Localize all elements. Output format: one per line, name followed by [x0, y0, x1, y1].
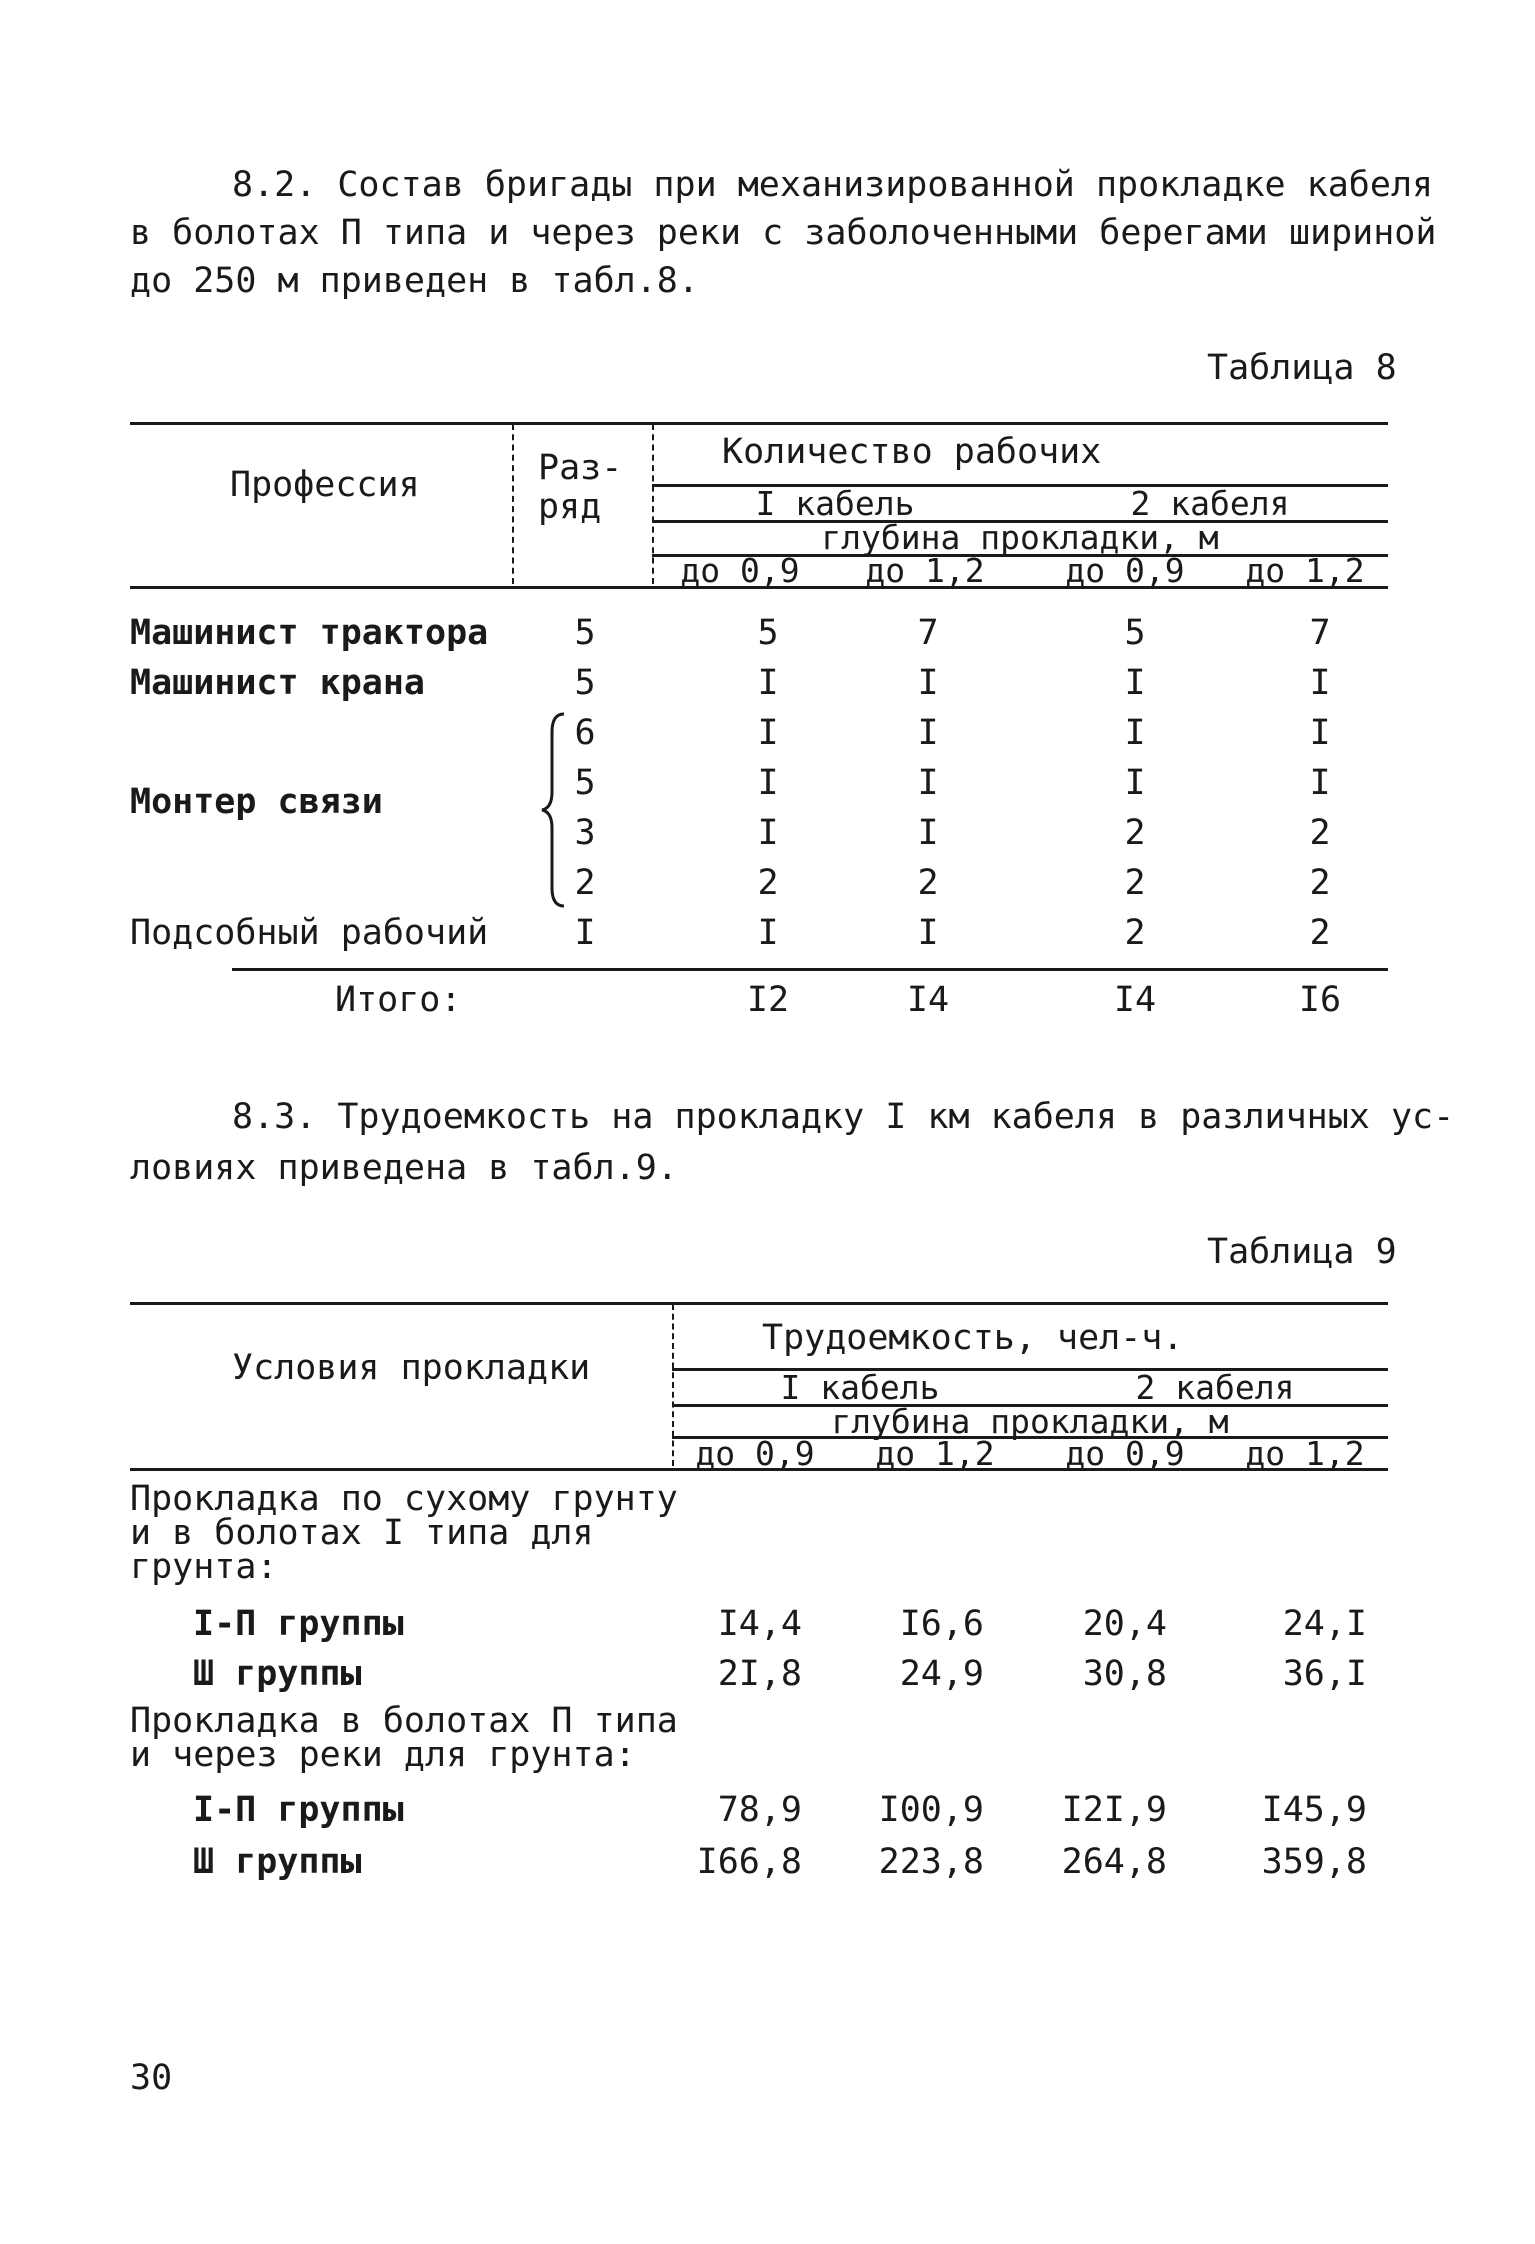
row-value: I2I,9	[1061, 1790, 1167, 1830]
row-value: 2	[1124, 863, 1146, 903]
row-condition: Ш группы	[193, 1654, 362, 1694]
row-value: 5	[757, 613, 779, 653]
total-value: I6	[1298, 980, 1342, 1020]
table9-group1-line3: грунта:	[130, 1547, 278, 1587]
para-8-2-line2: в болотах П типа и через реки с заболоченными берегами шириной	[130, 213, 1437, 253]
row-value: 24,I	[1282, 1604, 1367, 1644]
row-value: 7	[1309, 613, 1331, 653]
row-value: 359,8	[1261, 1842, 1367, 1882]
row-value: 30,8	[1082, 1654, 1167, 1694]
row-value: I	[1124, 713, 1146, 753]
table8-header-d1: до 0,9	[680, 551, 800, 590]
table9-header-d1: до 0,9	[695, 1434, 815, 1473]
table8-total-rule	[232, 968, 1388, 971]
row-value: 2	[1309, 863, 1331, 903]
row-value: I	[917, 913, 939, 953]
row-value: 2I,8	[717, 1654, 802, 1694]
row-value: 5	[1124, 613, 1146, 653]
table8-header-grade-2: ряд	[538, 487, 602, 527]
table9-caption: Таблица 9	[1207, 1232, 1397, 1272]
table9-group2-line1: Прокладка в болотах П типа	[130, 1701, 678, 1741]
para-8-2-line1: 8.2. Состав бригады при механизированной прокладке кабеля	[232, 165, 1434, 205]
row-profession: Машинист крана	[130, 663, 426, 703]
total-value: I4	[1113, 980, 1157, 1020]
table8-divider-2	[652, 424, 654, 584]
table8-header-workers-count: Количество рабочих	[722, 432, 1102, 472]
table9-divider-1	[672, 1304, 674, 1466]
page-number: 30	[130, 2058, 173, 2098]
row-value: I6,6	[899, 1604, 984, 1644]
table8-caption: Таблица 8	[1207, 348, 1397, 388]
row-condition: I-П группы	[193, 1604, 404, 1644]
row-grade: 2	[574, 863, 596, 903]
table8-header-cable2: 2 кабеля	[1130, 484, 1290, 523]
row-grade: 5	[574, 763, 596, 803]
row-condition: Ш группы	[193, 1842, 362, 1882]
table9-header-conditions: Условия прокладки	[232, 1348, 591, 1388]
row-value: 223,8	[878, 1842, 984, 1882]
row-value: 2	[1124, 913, 1146, 953]
para-8-3-line2: ловиях приведена в табл.9.	[130, 1148, 678, 1188]
row-value: I	[1309, 713, 1331, 753]
total-value: I2	[746, 980, 790, 1020]
row-value: I66,8	[696, 1842, 802, 1882]
para-8-3-line1: 8.3. Трудоемкость на прокладку I км кабеля в различных ус-	[232, 1097, 1455, 1137]
table8-header-d3: до 0,9	[1065, 551, 1185, 590]
row-value: 2	[1124, 813, 1146, 853]
row-value: I45,9	[1261, 1790, 1367, 1830]
row-value: I4,4	[717, 1604, 802, 1644]
table9-header-cable2: 2 кабеля	[1135, 1368, 1295, 1407]
table9-group1-line2: и в болотах I типа для	[130, 1513, 594, 1553]
row-value: I	[757, 663, 779, 703]
row-value: 264,8	[1061, 1842, 1167, 1882]
row-value: 2	[1309, 913, 1331, 953]
table8-header-d2: до 1,2	[865, 551, 985, 590]
row-value: 24,9	[899, 1654, 984, 1694]
row-value: I	[917, 813, 939, 853]
total-label: Итого:	[335, 980, 462, 1020]
row-value: I	[1124, 663, 1146, 703]
table8-header-d4: до 1,2	[1245, 551, 1365, 590]
row-grade: 5	[574, 663, 596, 703]
table9-header-labor: Трудоемкость, чел-ч.	[762, 1318, 1184, 1358]
table8-divider-1	[512, 424, 514, 584]
row-value: 20,4	[1082, 1604, 1167, 1644]
row-value: 78,9	[717, 1790, 802, 1830]
para-8-2-line3: до 250 м приведен в табл.8.	[130, 261, 699, 301]
row-grade: I	[574, 913, 596, 953]
row-profession: Машинист трактора	[130, 613, 489, 653]
row-value: I	[757, 763, 779, 803]
total-value: I4	[906, 980, 950, 1020]
table9-group1-line1: Прокладка по сухому грунту	[130, 1479, 678, 1519]
row-grade: 6	[574, 713, 596, 753]
row-value: I	[917, 763, 939, 803]
table8-header-grade-1: Раз-	[538, 448, 623, 488]
table9-group2-line2: и через реки для грунта:	[130, 1735, 636, 1775]
row-value: I	[757, 813, 779, 853]
table9-header-d2: до 1,2	[875, 1434, 995, 1473]
row-value: 36,I	[1282, 1654, 1367, 1694]
row-value: I	[757, 713, 779, 753]
row-condition: I-П группы	[193, 1790, 404, 1830]
table8-header-cable1: I кабель	[755, 484, 915, 523]
row-value: 7	[917, 613, 939, 653]
row-value: I	[917, 663, 939, 703]
table9-top-rule	[130, 1302, 1388, 1305]
row-profession: Подсобный рабочий	[130, 913, 489, 953]
row-value: I	[1309, 663, 1331, 703]
row-value: I00,9	[878, 1790, 984, 1830]
row-value: I	[1309, 763, 1331, 803]
row-value: I	[757, 913, 779, 953]
table9-header-d4: до 1,2	[1245, 1434, 1365, 1473]
row-grade: 5	[574, 613, 596, 653]
table9-header-cable1: I кабель	[780, 1368, 940, 1407]
table8-header-depth: глубина прокладки, м	[821, 518, 1219, 557]
row-value: I	[1124, 763, 1146, 803]
table8-top-rule	[130, 422, 1388, 425]
row-value: I	[917, 713, 939, 753]
table8-header-profession: Профессия	[230, 465, 420, 505]
table8-group-label: Монтер связи	[130, 782, 383, 822]
row-grade: 3	[574, 813, 596, 853]
row-value: 2	[1309, 813, 1331, 853]
table9-header-depth: глубина прокладки, м	[831, 1402, 1229, 1441]
table9-header-d3: до 0,9	[1065, 1434, 1185, 1473]
row-value: 2	[917, 863, 939, 903]
row-value: 2	[757, 863, 779, 903]
